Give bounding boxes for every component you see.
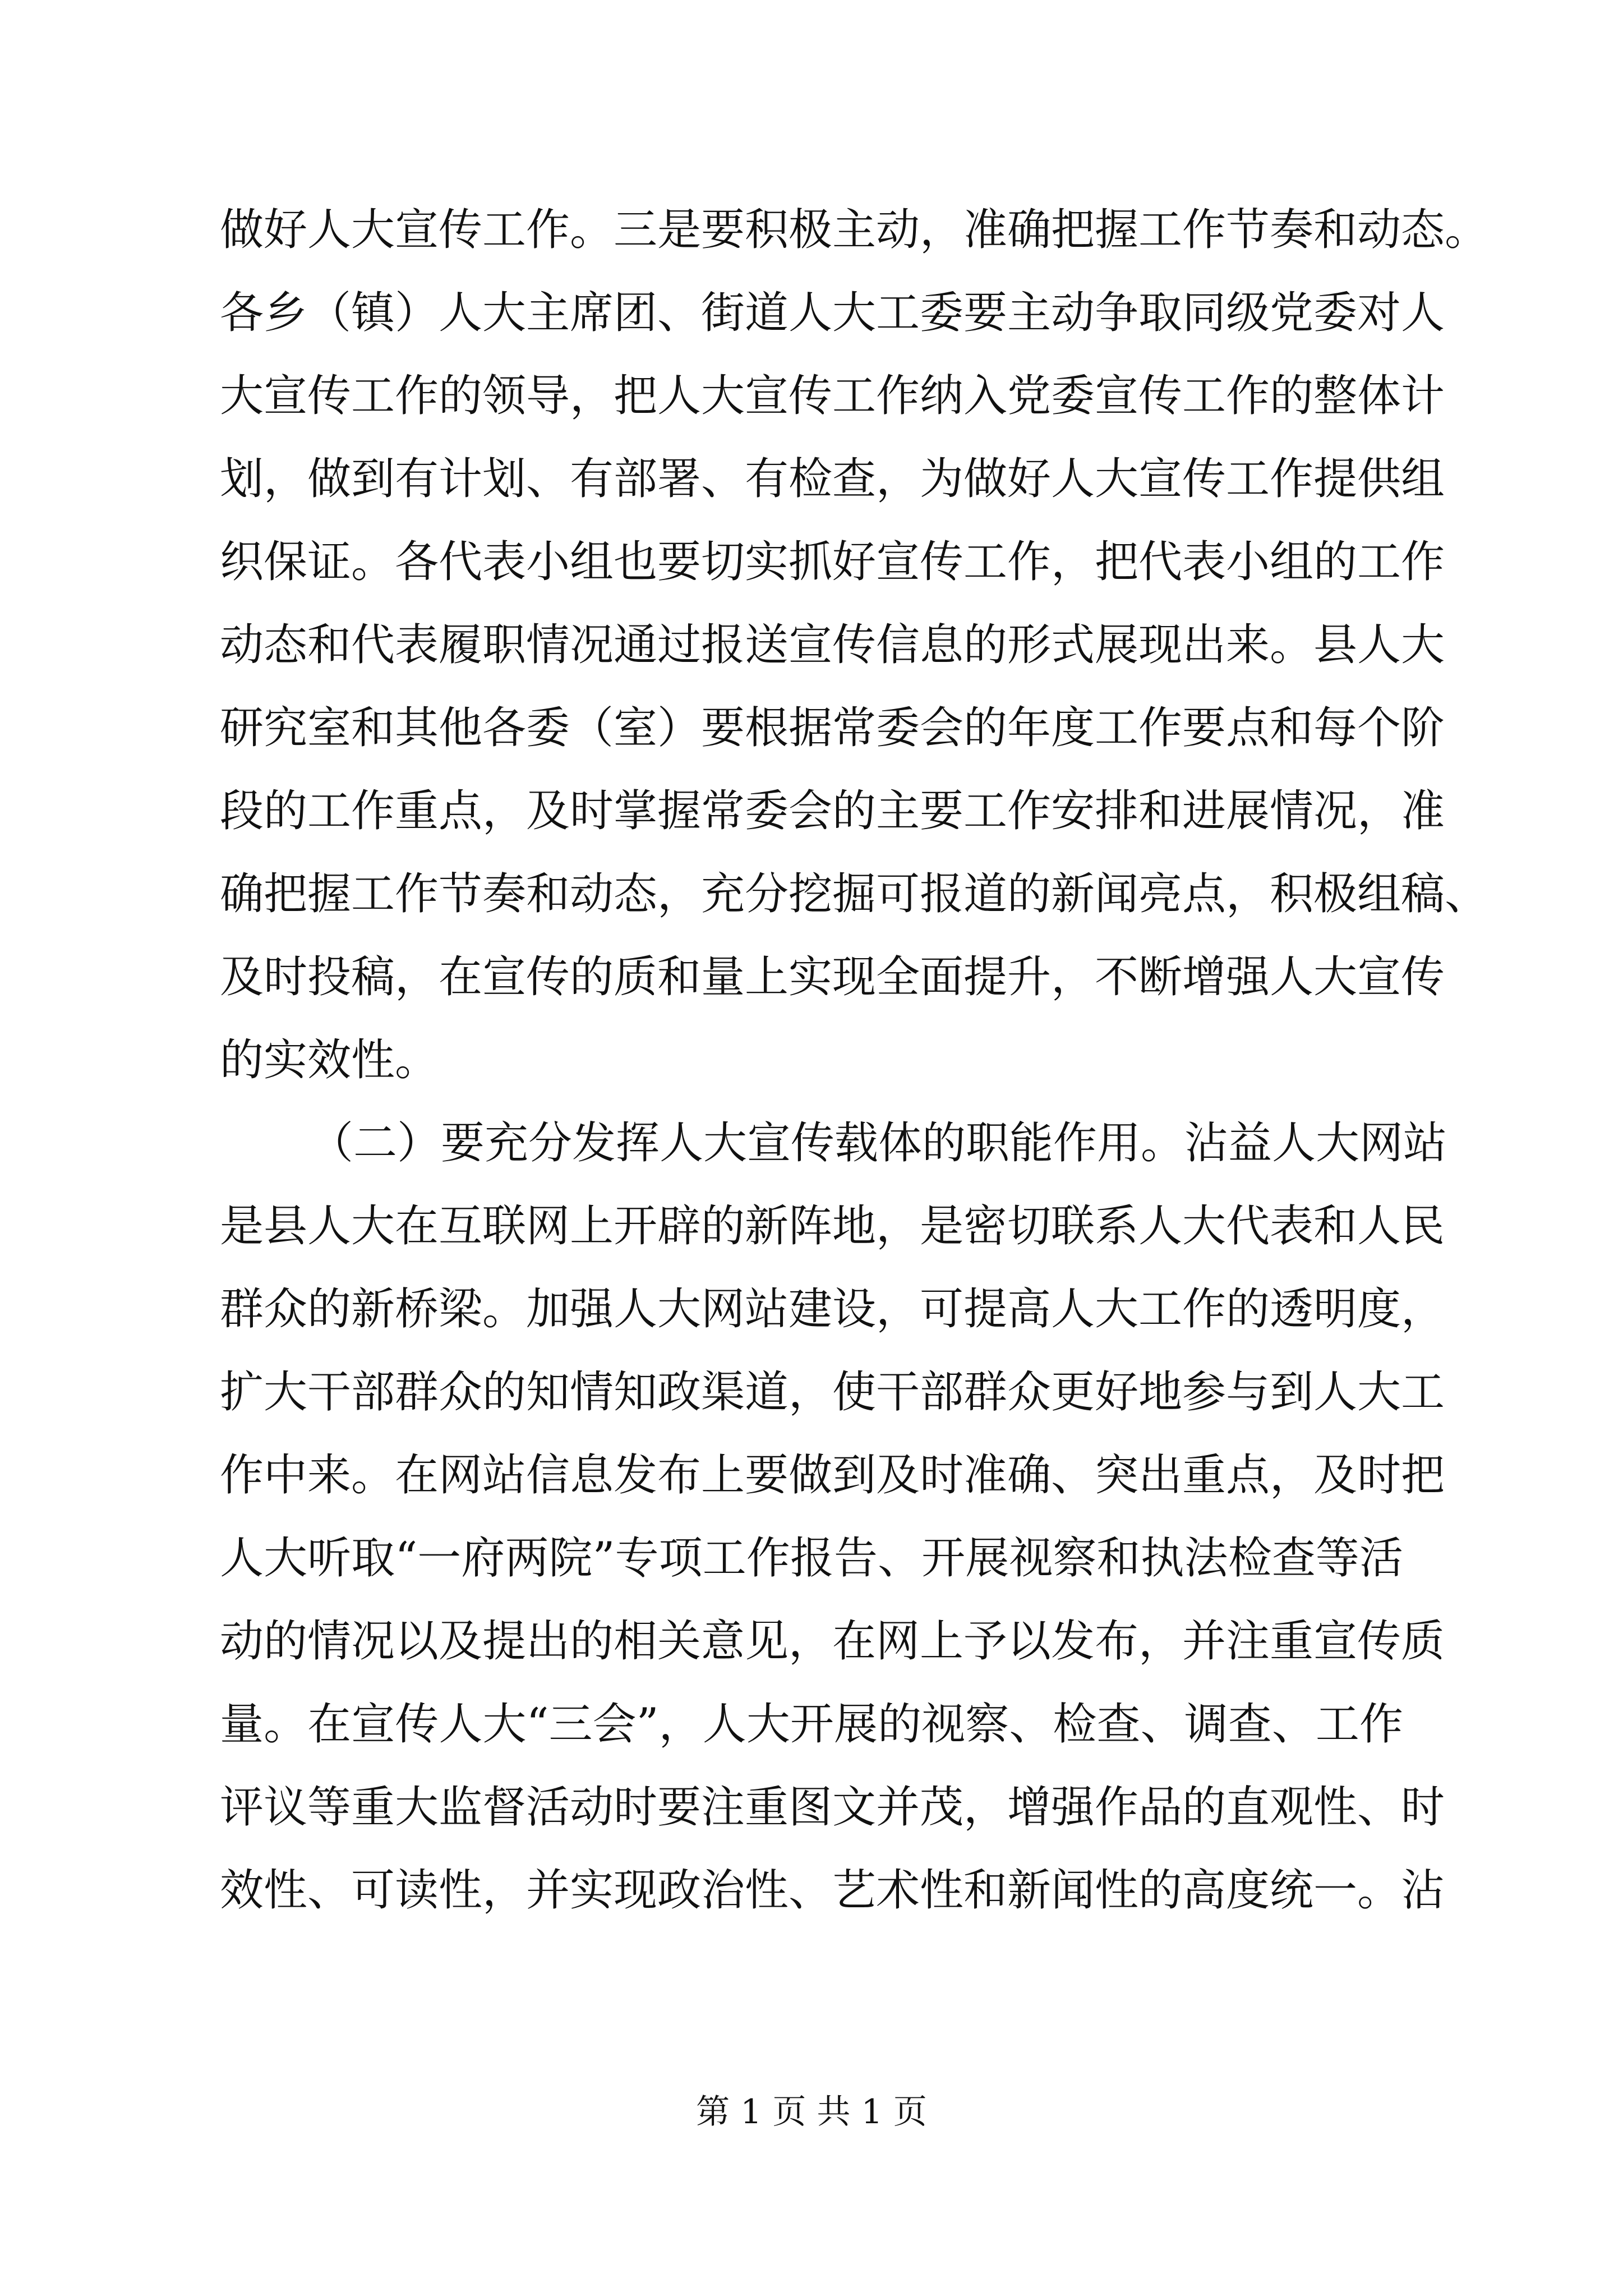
text-line: 织保证。各代表小组也要切实抓好宣传工作，把代表小组的工作 — [220, 537, 1445, 587]
text-line: 扩大干部群众的知情知政渠道，使干部群众更好地参与到人大工 — [220, 1367, 1445, 1418]
text-line: 确把握工作节奏和动态，充分挖掘可报道的新闻亮点，积极组稿、 — [220, 869, 1489, 919]
page-number-footer: 第 1 页 共 1 页 — [696, 2092, 927, 2132]
text-line: 效性、可读性，并实现政治性、艺术性和新闻性的高度统一。沾 — [220, 1865, 1445, 1916]
text-line: 群众的新桥梁。加强人大网站建设，可提高人大工作的透明度， — [220, 1284, 1445, 1335]
text-line: 及时投稿，在宣传的质和量上实现全面提升，不断增强人大宣传 — [220, 952, 1445, 1002]
text-line: 做好人大宣传工作。三是要积极主动，准确把握工作节奏和动态。 — [220, 205, 1489, 255]
text-line: 各乡（镇）人大主席团、街道人大工委要主动争取同级党委对人 — [220, 288, 1445, 338]
text-line: 的实效性。 — [220, 1035, 439, 1085]
text-line: 段的工作重点，及时掌握常委会的主要工作安排和进展情况，准 — [220, 786, 1445, 836]
text-line: 动态和代表履职情况通过报送宣传信息的形式展现出来。县人大 — [220, 620, 1445, 670]
text-line: 大宣传工作的领导，把人大宣传工作纳入党委宣传工作的整体计 — [220, 371, 1445, 421]
text-line: 量。在宣传人大“三会”，人大开展的视察、检查、调查、工作 — [220, 1699, 1403, 1750]
paragraph-heading-line: （二）要充分发挥人大宣传载体的职能作用。沾益人大网站 — [310, 1118, 1447, 1168]
text-line: 划，做到有计划、有部署、有检查，为做好人大宣传工作提供组 — [220, 454, 1445, 504]
text-line: 动的情况以及提出的相关意见，在网上予以发布，并注重宣传质 — [220, 1616, 1445, 1667]
text-line: 研究室和其他各委（室）要根据常委会的年度工作要点和每个阶 — [220, 703, 1445, 753]
text-line: 是县人大在互联网上开辟的新阵地，是密切联系人大代表和人民 — [220, 1201, 1445, 1251]
text-line: 评议等重大监督活动时要注重图文并茂，增强作品的直观性、时 — [220, 1782, 1445, 1833]
text-line: 作中来。在网站信息发布上要做到及时准确、突出重点，及时把 — [220, 1450, 1445, 1501]
text-line: 人大听取“一府两院”专项工作报告、开展视察和执法检查等活 — [220, 1533, 1403, 1584]
